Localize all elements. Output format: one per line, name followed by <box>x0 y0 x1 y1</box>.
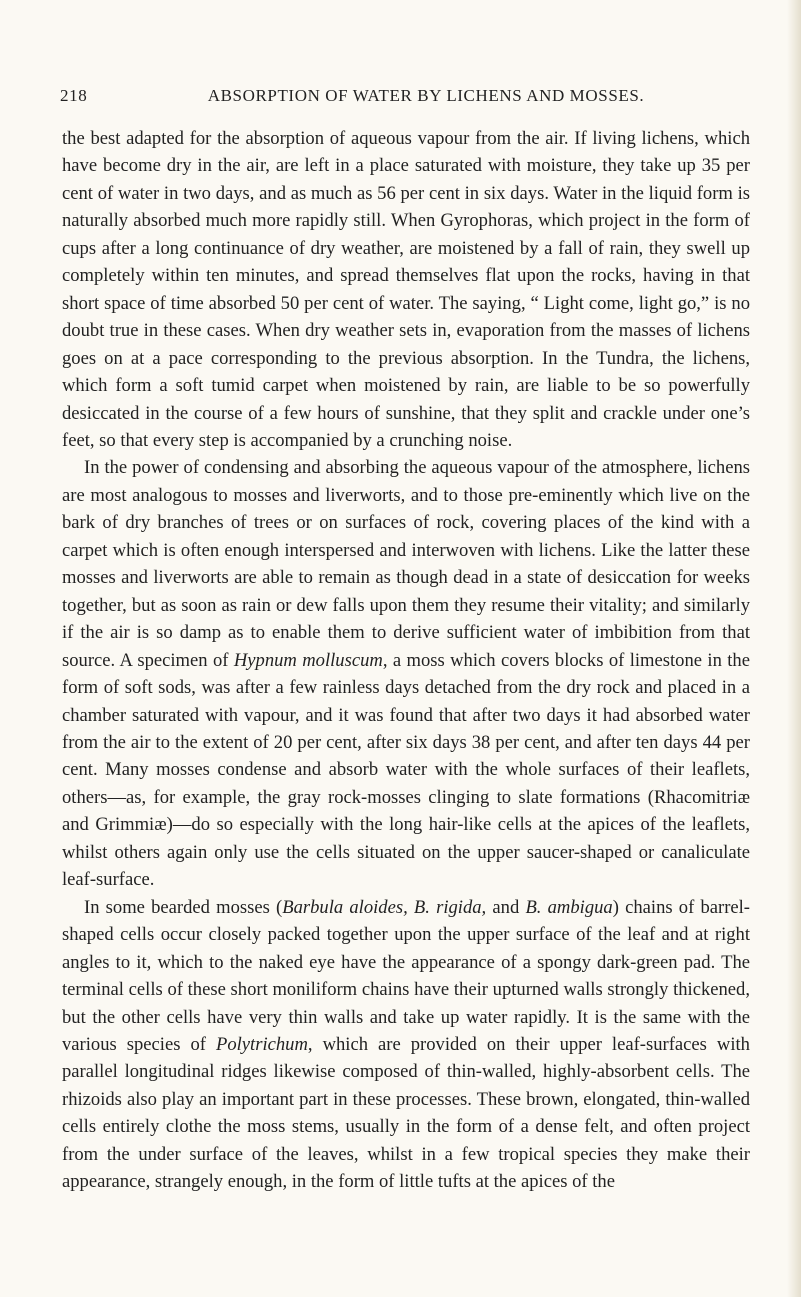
species-name: B. ambigua <box>525 896 613 918</box>
text-run: ) chains of barrel-shaped cells occur closely packed together upon the upper surface of the leaf and at right angles to it, which to the naked eye have the appearance of a spongy dark-green pad. The terminal cells of these short moniliform chains have their upturned walls strongly thickened, but the other cells have very thin walls and take up water rapidly. It is the same with the various species of <box>62 896 750 1055</box>
body-text <box>62 125 750 1196</box>
text-run: the best adapted for the absorption of aqueous vapour from the air. If living lichens, which have become dry in the air, are left in a place saturated with moisture, they take up 35 per cent of water in two days, and as much as 56 per cent in six days. Water in the liquid form is naturally absorbed much more rapidly still. When Gyrophoras, which project in the form of cups after a long continuance of dry weather, are moistened by a fall of rain, they swell up completely within ten minutes, and spread themselves flat upon the rocks, having in that short space of time absorbed 50 per cent of water. The saying, “ Light come, light go,” is no doubt true in these cases. When dry weather sets in, evaporation from the masses of lichens goes on at a pace corresponding to the previous absorption. In the Tundra, the lichens, which form a soft tumid carpet when moistened by rain, are liable to be so powerfully desiccated in the course of a few hours of sunshine, that they split and crackle under one’s feet, so that every step is accompanied by a crunching noise. <box>62 128 750 451</box>
text-run: , a moss which covers blocks of limestone in the form of soft sods, was after a few rainless days detached from the dry rock and placed in a chamber saturated with vapour, and it was found that after two days it had absorbed water from the air to the extent of 20 per cent, after six days 38 per cent, and after ten days 44 per cent. Many mosses condense and absorb water with the whole surfaces of their leaflets, others—as, for example, the gray rock-mosses clinging to slate formations (Rhacomitriæ and Grimmiæ)—do so especially with the long hair-like cells at the apices of the leaflets, whilst others again only use the cells situated on the upper saucer-shaped or canaliculate leaf-surface. <box>62 649 750 891</box>
text-run: , which are provided on their upper leaf-surfaces with parallel longitudinal ridges likewise composed of thin-walled, highly-absorbent cells. The rhizoids also play an important part in these processes. These brown, elongated, thin-walled cells entirely clothe the moss stems, usually in the form of a dense felt, and often project from the under surface of the leaves, whilst in a few tropical species they make their appearance, strangely enough, in the form of little tufts at the apices of the <box>62 1033 750 1193</box>
running-title: ABSORPTION OF WATER BY LICHENS AND MOSSES. <box>207 86 645 105</box>
text-run: and <box>486 896 526 918</box>
species-name: Polytrichum <box>215 1033 308 1055</box>
running-header <box>60 86 752 112</box>
text-run: In some bearded mosses ( <box>84 896 283 918</box>
paragraph <box>62 894 750 1196</box>
paragraph <box>62 125 750 454</box>
species-name: Barbula aloides, B. rigida, <box>282 896 487 918</box>
page-edge-shadow <box>787 0 801 1297</box>
species-name: Hypnum molluscum <box>233 649 383 671</box>
paragraph <box>62 454 750 893</box>
page-number: 218 <box>60 86 88 105</box>
text-run: In the power of condensing and absorbing the aqueous vapour of the atmosphere, lichens are most analogous to mosses and liverworts, and to those pre-eminently which live on the bark of dry branches of trees or on surfaces of rock, covering places of the kind with a carpet which is often enough interspersed and interwoven with lichens. Like the latter these mosses and liverworts are able to remain as though dead in a state of desiccation for weeks together, but as soon as rain or dew falls upon them they resume their vitality; and similarly if the air is so damp as to enable them to derive sufficient water of imbibition from that source. A specimen of <box>62 457 750 671</box>
